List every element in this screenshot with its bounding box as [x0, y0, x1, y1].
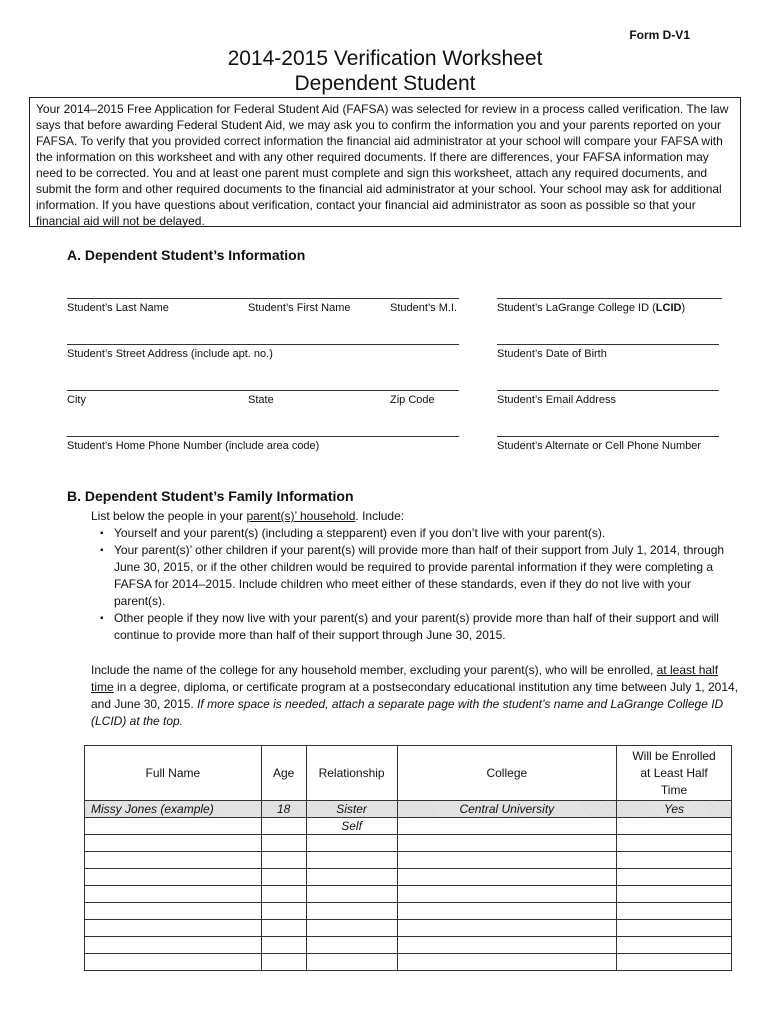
- cell-relationship: Self: [306, 818, 397, 835]
- household-table: [84, 745, 732, 971]
- cell-full-name[interactable]: [85, 869, 262, 886]
- zip-label: Zip Code: [390, 394, 435, 406]
- table-row: [85, 954, 732, 971]
- table-header-row: [85, 746, 732, 801]
- cell-enrolled[interactable]: [617, 954, 732, 971]
- page-title: 2014-2015 Verification Worksheet: [227, 47, 543, 70]
- list-item: ▪ Other people if they now live with your parent(s) and your parent(s) provide more than half of their support and will continue to provide more than half of their support through June 30, 2015.: [100, 610, 740, 644]
- col-header-full-name: Full Name: [85, 746, 262, 801]
- cell-college[interactable]: [397, 937, 617, 954]
- last-name-label: Student’s Last Name: [67, 302, 169, 314]
- table-row: [85, 835, 732, 852]
- cell-age[interactable]: [261, 954, 306, 971]
- household-criteria-list: [100, 525, 740, 644]
- city-line[interactable]: [67, 390, 459, 391]
- email-line[interactable]: [497, 390, 719, 391]
- table-row: [85, 869, 732, 886]
- lcid-line[interactable]: [497, 298, 722, 299]
- cell-age[interactable]: [261, 835, 306, 852]
- mi-label: Student’s M.I.: [390, 302, 458, 314]
- home-phone-line[interactable]: [67, 436, 459, 437]
- col-header-age: Age: [261, 746, 306, 801]
- cell-college[interactable]: [397, 886, 617, 903]
- street-label: Student’s Street Address (include apt. no.): [67, 348, 273, 360]
- cell-full-name[interactable]: [85, 937, 262, 954]
- table-row: [85, 937, 732, 954]
- cell-college[interactable]: [397, 903, 617, 920]
- form-id: Form D-V1: [629, 28, 690, 42]
- cell-college[interactable]: [397, 869, 617, 886]
- cell-college[interactable]: [397, 818, 617, 835]
- college-instructions: Include the name of the college for any household member, excluding your parent(s), who will be enrolled, at least half time in a degree, diploma, or certificate program at a postsecondary educational institution any time between July 1, 2014, and June 30, 2015. If more space is needed, attach a separate page with the student’s name and LaGrange College ID (LCID) at the top.: [91, 663, 739, 728]
- table-row: [85, 920, 732, 937]
- table-row: [85, 886, 732, 903]
- table-row: [85, 903, 732, 920]
- cell-relationship[interactable]: [306, 852, 397, 869]
- cell-college[interactable]: [397, 920, 617, 937]
- household-intro: List below the people in your parent(s)’ household. Include:: [91, 509, 405, 523]
- alt-phone-line[interactable]: [497, 436, 719, 437]
- cell-age[interactable]: [261, 869, 306, 886]
- cell-relationship[interactable]: [306, 869, 397, 886]
- intro-notice: Your 2014–2015 Free Application for Federal Student Aid (FAFSA) was selected for review in a process called verification. The law says that before awarding Federal Student Aid, we may ask you to confirm the information you and your parents reported on your FAFSA. To verify that you provided correct information the financial aid administrator at your school will compare your FAFSA with the information on this worksheet and with any other required documents. If there are differences, your FAFSA information may need to be corrected. You and at least one parent must complete and sign this worksheet, attach any required documents, and submit the form and other required documents to the financial aid administrator at your school. Your school may ask for additional information. If you have questions about verification, contact your financial aid administrator as soon as possible so that your financial aid will not be delayed.: [29, 97, 741, 227]
- page-subtitle: Dependent Student: [294, 72, 476, 95]
- table-row: [85, 818, 732, 835]
- list-item: ▪ Your parent(s)’ other children if your parent(s) will provide more than half of their support from July 1, 2014, through June 30, 2015, or if the other children would be required to provide parental information if they were completing a FAFSA for 2014–2015. Include children who meet either of these standards, even if they do not live with your parent(s).: [100, 542, 740, 610]
- email-label: Student’s Email Address: [497, 394, 617, 406]
- cell-full-name: Missy Jones (example): [85, 801, 262, 818]
- cell-age[interactable]: [261, 903, 306, 920]
- cell-age[interactable]: [261, 818, 306, 835]
- cell-enrolled[interactable]: [617, 920, 732, 937]
- cell-relationship[interactable]: [306, 835, 397, 852]
- cell-age[interactable]: [261, 920, 306, 937]
- list-item: ▪ Yourself and your parent(s) (including a stepparent) even if you don’t live with your parent(s).: [100, 525, 740, 542]
- cell-relationship[interactable]: [306, 954, 397, 971]
- col-header-relationship: Relationship: [306, 746, 397, 801]
- cell-full-name[interactable]: [85, 954, 262, 971]
- cell-age: 18: [261, 801, 306, 818]
- table-row: [85, 852, 732, 869]
- cell-full-name[interactable]: [85, 920, 262, 937]
- dob-line[interactable]: [497, 344, 719, 345]
- street-line[interactable]: [67, 344, 459, 345]
- cell-full-name[interactable]: [85, 835, 262, 852]
- cell-full-name[interactable]: [85, 852, 262, 869]
- table-row-example: [85, 801, 732, 818]
- section-a-heading: A. Dependent Student’s Information: [67, 247, 306, 263]
- col-header-enrolled: Will be Enrolled at Least Half Time: [617, 746, 732, 801]
- cell-relationship[interactable]: [306, 903, 397, 920]
- cell-relationship: Sister: [306, 801, 397, 818]
- cell-enrolled[interactable]: [617, 937, 732, 954]
- dob-label: Student’s Date of Birth: [497, 348, 607, 360]
- cell-enrolled[interactable]: [617, 835, 732, 852]
- alt-phone-label: Student’s Alternate or Cell Phone Number: [497, 440, 702, 452]
- lcid-label: Student’s LaGrange College ID (LCID): [497, 302, 686, 314]
- cell-relationship[interactable]: [306, 937, 397, 954]
- city-label: City: [67, 394, 86, 406]
- home-phone-label: Student’s Home Phone Number (include area code): [67, 440, 320, 452]
- name-line[interactable]: [67, 298, 459, 299]
- cell-enrolled[interactable]: [617, 903, 732, 920]
- state-label: State: [248, 394, 274, 406]
- cell-age[interactable]: [261, 937, 306, 954]
- cell-college[interactable]: [397, 954, 617, 971]
- cell-age[interactable]: [261, 886, 306, 903]
- cell-relationship[interactable]: [306, 886, 397, 903]
- cell-enrolled[interactable]: [617, 886, 732, 903]
- first-name-label: Student’s First Name: [248, 302, 351, 314]
- cell-enrolled[interactable]: [617, 852, 732, 869]
- col-header-college: College: [397, 746, 617, 801]
- cell-age[interactable]: [261, 852, 306, 869]
- cell-college: Central University: [397, 801, 617, 818]
- section-b-heading: B. Dependent Student’s Family Information: [67, 488, 354, 504]
- cell-enrolled[interactable]: [617, 818, 732, 835]
- cell-full-name[interactable]: [85, 886, 262, 903]
- cell-enrolled[interactable]: [617, 869, 732, 886]
- cell-enrolled: Yes: [617, 801, 732, 818]
- cell-full-name[interactable]: [85, 818, 262, 835]
- cell-relationship[interactable]: [306, 920, 397, 937]
- cell-full-name[interactable]: [85, 903, 262, 920]
- cell-college[interactable]: [397, 852, 617, 869]
- cell-college[interactable]: [397, 835, 617, 852]
